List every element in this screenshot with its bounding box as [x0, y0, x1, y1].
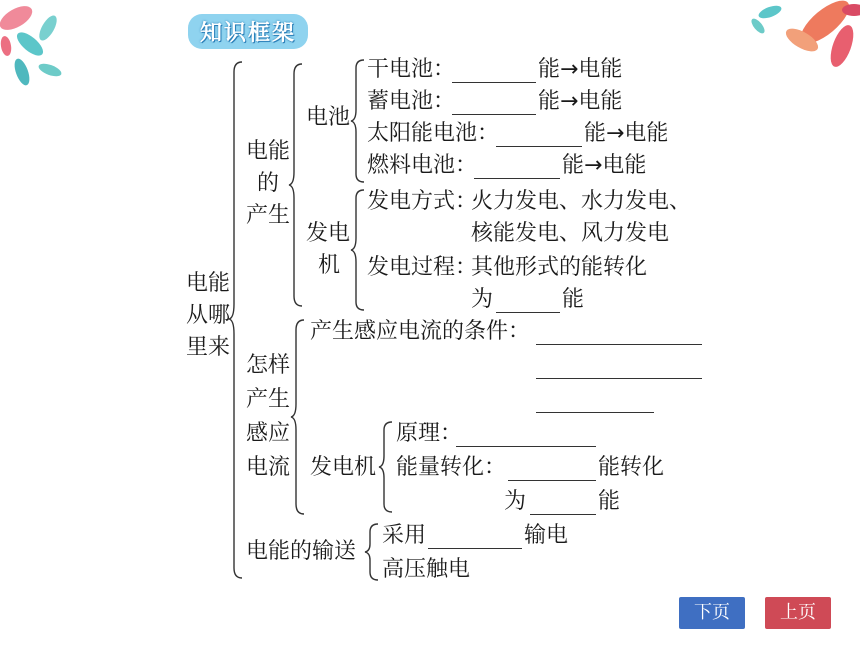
generator-process-line1: 其他形式的能转化	[471, 255, 648, 280]
battery-item-4-suffix: 能→电能	[562, 153, 647, 178]
transmission-item1-suffix: 输电	[524, 523, 569, 548]
generator-label-line2: 机	[318, 253, 341, 278]
brace-transmission	[364, 522, 380, 582]
battery-item-3-prefix: 太阳能电池：	[367, 121, 500, 146]
brace-battery	[350, 58, 366, 184]
battery-item-3-blank	[496, 146, 582, 147]
battery-item-2-prefix: 蓄电池：	[367, 89, 456, 114]
leaf-decoration-right-icon	[730, 0, 860, 80]
induction-energy-blank-2	[530, 514, 596, 515]
prev-page-button[interactable]: 上页	[765, 597, 831, 629]
generator-process-suffix: 能	[562, 287, 585, 312]
generator-method-line2: 核能发电、风力发电	[471, 221, 670, 246]
production-title-line1: 电能	[246, 139, 291, 164]
induction-energy-suffix: 能转化	[598, 455, 665, 480]
brace-induction	[290, 318, 306, 516]
generator-method-label: 发电方式：	[367, 189, 478, 214]
transmission-item1-blank	[428, 548, 522, 549]
induction-energy-blank-1	[508, 480, 596, 481]
induction-title-line4: 电流	[246, 455, 291, 480]
brace-root	[228, 60, 244, 580]
induction-energy-prefix2: 为	[504, 489, 527, 514]
induction-condition-blank-3	[536, 412, 654, 413]
induction-principle-blank	[456, 446, 596, 447]
root-line2: 从哪	[186, 303, 231, 328]
induction-generator-label: 发电机	[310, 455, 377, 480]
battery-item-2-suffix: 能→电能	[538, 89, 623, 114]
induction-energy-label: 能量转化：	[396, 455, 507, 480]
transmission-item1-prefix: 采用	[382, 523, 427, 548]
induction-condition-blank-1	[536, 344, 702, 345]
transmission-item2: 高压触电	[382, 557, 471, 582]
generator-process-blank	[496, 312, 560, 313]
root-line3: 里来	[186, 335, 231, 360]
induction-title-line3: 感应	[246, 421, 291, 446]
battery-label: 电池	[306, 105, 351, 130]
induction-title-line1: 怎样	[246, 353, 291, 378]
generator-method-line1: 火力发电、水力发电、	[471, 189, 692, 214]
battery-item-2-blank	[452, 114, 536, 115]
production-title-line2: 的	[257, 171, 280, 196]
battery-item-3-suffix: 能→电能	[584, 121, 669, 146]
root-line1: 电能	[186, 271, 231, 296]
brace-generator	[350, 188, 366, 312]
battery-item-1-prefix: 干电池：	[367, 57, 456, 82]
leaf-decoration-left-icon	[0, 0, 80, 95]
brace-production	[288, 62, 304, 308]
battery-item-1-blank	[452, 82, 536, 83]
production-title-line3: 产生	[246, 203, 291, 228]
induction-condition-label: 产生感应电流的条件：	[310, 319, 531, 344]
next-page-button[interactable]: 下页	[679, 597, 745, 629]
induction-energy-suffix2: 能	[598, 489, 621, 514]
battery-item-1-suffix: 能→电能	[538, 57, 623, 82]
induction-principle-label: 原理：	[396, 421, 463, 446]
induction-condition-blank-2	[536, 378, 702, 379]
section-title-tag: 知识框架	[188, 14, 308, 49]
battery-item-4-blank	[474, 178, 560, 179]
brace-induction-generator	[378, 420, 394, 514]
induction-title-line2: 产生	[246, 387, 291, 412]
generator-process-label: 发电过程：	[367, 255, 478, 280]
battery-item-4-prefix: 燃料电池：	[367, 153, 478, 178]
transmission-title: 电能的输送	[246, 539, 357, 564]
generator-label-line1: 发电	[306, 221, 351, 246]
generator-process-prefix: 为	[471, 287, 494, 312]
